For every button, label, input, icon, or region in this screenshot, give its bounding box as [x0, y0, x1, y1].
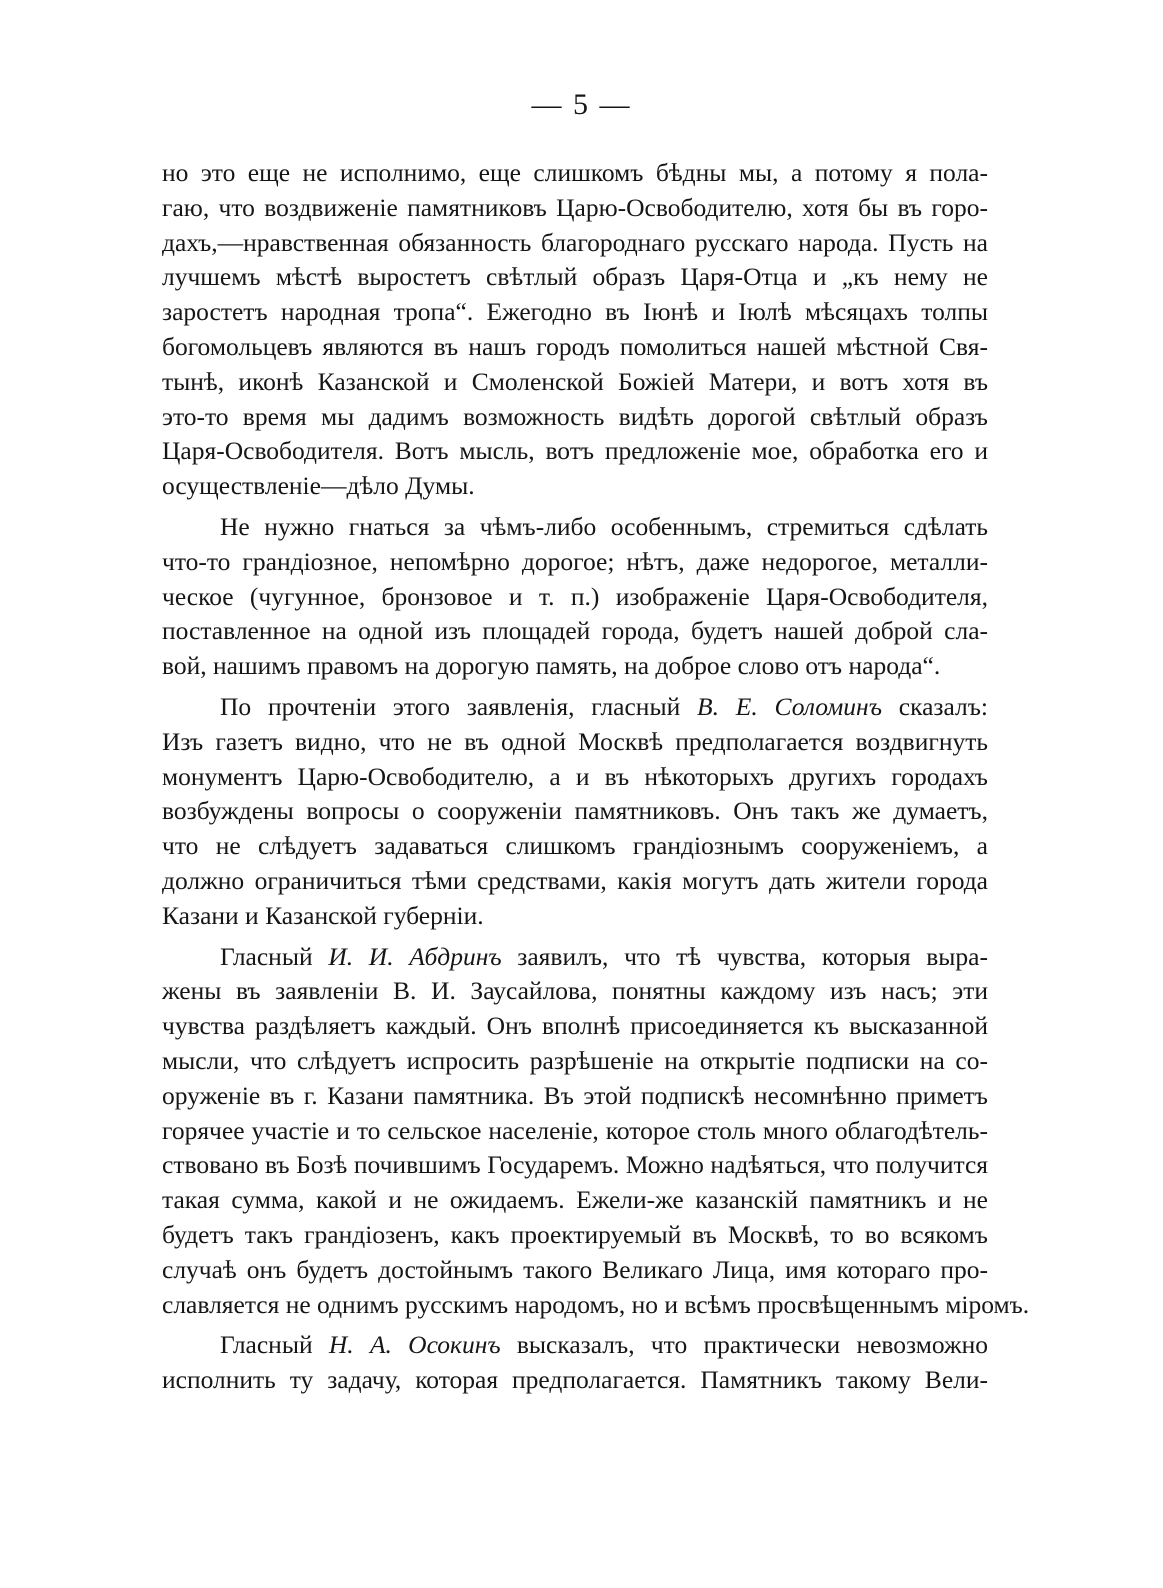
text-segment: мысли, что слѣдуетъ испросить разрѣшеніе на открытіе подписки на со- [162, 1045, 988, 1075]
text-segment: богомольцевъ являются въ нашъ городъ помолиться нашей мѣстной Свя- [162, 331, 988, 361]
text-line [162, 510, 988, 545]
text-line [162, 469, 988, 504]
text-line [162, 365, 988, 400]
speaker-name: Н. А. Осокинъ [328, 1330, 501, 1360]
text-segment: жены въ заявленіи В. И. Заусайлова, понятны каждому изъ насъ; эти [162, 976, 988, 1006]
text-segment: но это еще не исполнимо, еще слишкомъ бѣдны мы, а потому я пола- [162, 158, 988, 187]
text-line [162, 1363, 988, 1398]
text-line [162, 690, 988, 725]
text-segment: тынѣ, иконѣ Казанской и Смоленской Божіей Матери, и вотъ хотя въ [162, 366, 988, 396]
text-line [162, 864, 988, 899]
text-segment: Казани и Казанской губерніи. [162, 900, 484, 930]
text-segment: это-то время мы дадимъ возможность видѣть дорогой свѣтлый образъ [162, 401, 988, 431]
text-segment: ческое (чугунное, бронзовое и т. п.) изображеніе Царя-Освободителя, [162, 581, 988, 611]
text-line [162, 1218, 988, 1253]
text-segment: осуществленіе—дѣло Думы. [162, 471, 475, 501]
text-segment: будетъ такъ грандіозенъ, какъ проектируемый въ Москвѣ, то во всякомъ [162, 1219, 988, 1249]
text-segment: чувства раздѣляетъ каждый. Онъ вполнѣ присоединяется къ высказанной [162, 1011, 988, 1041]
text-segment: По прочтеніи этого заявленія, гласный [220, 691, 698, 721]
text-line [162, 1044, 988, 1079]
text-segment: оруженіе въ г. Казани памятника. Въ этой подпискѣ несомнѣнно приметъ [162, 1080, 988, 1110]
text-segment: что-то грандіозное, непомѣрно дорогое; нѣтъ, даже недорогое, металли- [162, 546, 988, 576]
text-segment: гаю, что воздвиженіе памятниковъ Царю-Освободителю, хотя бы въ горо- [162, 192, 988, 222]
text-segment: славляется не однимъ русскимъ народомъ, но и всѣмъ просвѣщеннымъ міромъ. [162, 1289, 1030, 1319]
text-line [162, 260, 988, 295]
speaker-name: В. Е. Соломинъ [697, 691, 882, 721]
text-line [162, 330, 988, 365]
body-text [162, 156, 1030, 1398]
text-segment: возбуждены вопросы о сооруженіи памятниковъ. Онъ такъ же думаетъ, [162, 796, 988, 826]
text-segment: заявилъ, что тѣ чувства, которыя выра- [501, 941, 988, 971]
text-segment: высказалъ, что практически невозможно [500, 1330, 989, 1360]
text-segment: дахъ,—нравственная обязанность благороднаго русскаго народа. Пусть на [162, 227, 988, 257]
text-line [162, 974, 988, 1009]
text-segment: Царя-Освободителя. Вотъ мысль, вотъ предложеніе мое, обработка его и [162, 436, 988, 466]
text-line [162, 400, 988, 435]
text-line [162, 1114, 988, 1149]
text-line [162, 1079, 988, 1114]
page-number: — 5 — [531, 88, 632, 121]
text-line [162, 760, 988, 795]
text-segment: должно ограничиться тѣми средствами, какія могутъ дать жители города [162, 865, 988, 895]
text-line [162, 1009, 988, 1044]
text-line [162, 614, 988, 649]
speaker-name: И. И. Абдринъ [328, 941, 502, 971]
text-segment: Не нужно гнаться за чѣмъ-либо особеннымъ, стремиться сдѣлать [220, 511, 988, 541]
text-line [162, 156, 988, 191]
text-segment: вой, нашимъ правомъ на дорогую память, на доброе слово отъ народа“. [162, 651, 941, 681]
text-segment: ствовано въ Бозѣ почившимъ Государемъ. Можно надѣяться, что получится [162, 1150, 988, 1180]
text-line [162, 725, 988, 760]
text-line [162, 1328, 988, 1363]
text-line [162, 434, 988, 469]
text-segment: горячее участіе и то сельское населеніе, которое столь много облагодѣтель- [162, 1115, 988, 1145]
text-segment: случаѣ онъ будетъ достойнымъ такого Великаго Лица, имя котораго про- [162, 1254, 988, 1284]
text-segment: сказалъ: [881, 691, 988, 721]
text-line [162, 226, 988, 261]
text-line [162, 1148, 988, 1183]
text-segment: такая сумма, какой и не ожидаемъ. Ежели-же казанскій памятникъ и не [162, 1185, 988, 1215]
text-line [162, 1183, 988, 1218]
text-segment: монументъ Царю-Освободителю, а и въ нѣкоторыхъ другихъ городахъ [162, 761, 988, 791]
text-segment: заростетъ народная тропа“. Ежегодно въ Іюнѣ и Іюлѣ мѣсяцахъ толпы [162, 297, 988, 327]
text-line [162, 794, 988, 829]
text-line [162, 545, 988, 580]
text-line [162, 899, 988, 934]
text-line [162, 940, 988, 975]
text-segment: Гласный [220, 1330, 329, 1360]
text-line [162, 649, 988, 684]
text-segment: Гласный [220, 941, 329, 971]
text-line [162, 191, 988, 226]
text-segment: поставленное на одной изъ площадей города, будетъ нашей доброй сла- [162, 616, 988, 646]
text-segment: Изъ газетъ видно, что не въ одной Москвѣ предполагается воздвигнуть [162, 726, 988, 756]
text-line [162, 295, 988, 330]
text-line [162, 1253, 988, 1288]
text-line [162, 829, 988, 864]
text-segment: что не слѣдуетъ задаваться слишкомъ грандіознымъ сооруженіемъ, а [162, 831, 988, 861]
text-line [162, 1288, 1030, 1323]
text-segment: лучшемъ мѣстѣ выростетъ свѣтлый образъ Царя-Отца и „къ нему не [162, 262, 988, 292]
text-line [162, 580, 988, 615]
text-segment: исполнить ту задачу, которая предполагается. Памятникъ такому Вели- [162, 1365, 988, 1395]
